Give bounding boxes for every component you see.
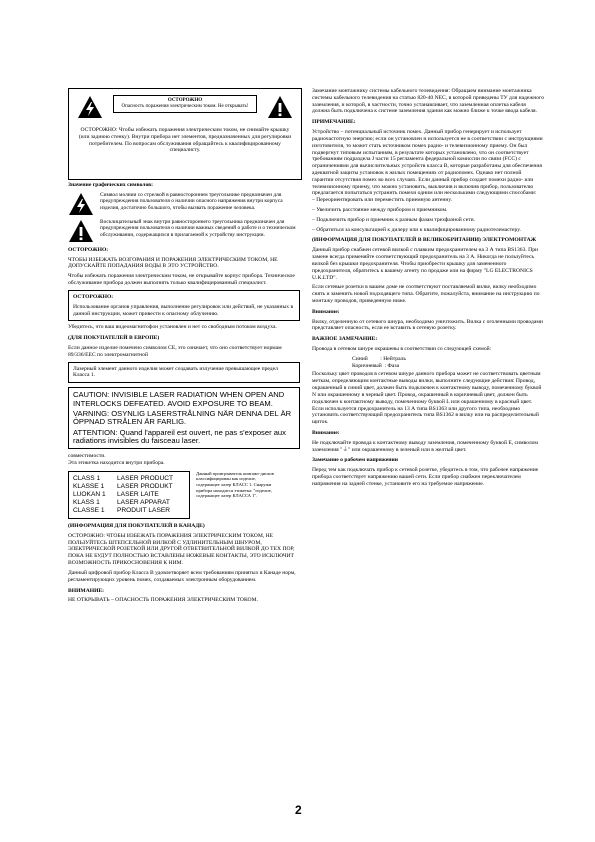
- caution-sv: VARNING: OSYNLIG LASERSTRÅLNING NÄR DENNA DEL ÄR ÖPPNAD STRÅLEN ÄR FARLIG.: [73, 408, 292, 427]
- class-row: [73, 499, 185, 507]
- exclamation-triangle-icon: [267, 95, 293, 119]
- important-text: Провода в сетевом шнуре окрашены в соответствии со следующей схемой:: [312, 346, 492, 352]
- shock-warning-text: ОСТОРОЖНО: Чтобы избежать поражения электрическим током, не снимайте крышку (или заднюю стенку). Внутри прибора нет элементов, предназначенных для регулировки потребителем. По вопросам обслуживания обращайтесь к квалифицированному специалисту.: [78, 127, 292, 154]
- eu-title: (ДЛЯ ПОКУПАТЕЛЕЙ В ЕВРОПЕ): [68, 335, 160, 342]
- warning1-title: ОСТОРОЖНО:: [68, 246, 109, 253]
- uk-title: (ИНФОРМАЦИЯ ДЛЯ ПОКУПАТЕЛЕЙ В ВЕЛИКОБРИТАНИИ) ЭЛЕКТРОМОНТАЖ: [312, 237, 537, 244]
- warning2-text: Использование органов управления, выполнение регулировок или действий, не указанных в данной инструкции, может привести к опасному облучению.: [73, 303, 294, 317]
- lightning-triangle-icon: [77, 95, 103, 119]
- wire-brown: Коричневый : Фаза: [352, 362, 400, 369]
- canada-title: (ИНФОРМАЦИЯ ДЛЯ ПОКУПАТЕЛЕЙ В КАНАДЕ): [68, 523, 205, 530]
- class-row: [73, 491, 185, 499]
- shock-label: [113, 95, 257, 113]
- attention-text: НЕ ОТКРЫВАТЬ – ОПАСНОСТЬ ПОРАЖЕНИЯ ЭЛЕКТРИЧЕСКИМ ТОКОМ.: [68, 597, 258, 604]
- canada-text2: Данный цифровой прибор Класса В удовлетворяет всем требованиям принятых в Канаде норм, регламентирующих уровень помех, создаваемых электронным оборудованием.: [68, 569, 296, 583]
- class-desc: LASER APPARAT: [117, 498, 170, 506]
- class-desc: LASER PRODUCT: [117, 474, 174, 482]
- important-title: ВАЖНОЕ ЗАМЕЧАНИЕ:: [312, 336, 378, 343]
- class-code: KLASSE 1: [73, 482, 105, 490]
- symbol-lightning-text: Символ молнии со стрелкой в равностороннем треугольнике предназначен для предупреждения пользователя о наличии опасного напряжения внутри корпуса изделия, достаточно большого, чтобы вызвать поражение человека.: [100, 191, 283, 211]
- list-item: – Обратиться за консультацией к дилеру или к квалифицированному радиотелемастеру.: [312, 226, 521, 233]
- voltage-text: Перед тем как подключать прибор к сетевой розетке, убедитесь в том, что рабочее напряжение прибора соответствует напряжению вашей сети. Если прибор снабжен переключателем напряжения на задней стенке, установите его на требуемое напряжение.: [312, 467, 539, 487]
- voltage-title: Замечание о рабочем напряжении: [312, 457, 398, 464]
- note-text: Устройство – потенциальный источник помех. Данный прибор генерирует и использует радиочастотную энергию; если он установлен и используется не в соответствии с инструкциями изготовителя, то может стать источником помех радио- и телевизионному приему. Он был подвергнут типовым испытаниям, в результате которых установлено, что он соответствует требованиям подраздела J части 15 регламента федеральной комиссии по связи (FCC) с ограничениями для вычислительных устройств класса В, которые разработаны для обеспечения адекватной защиты установок в жилых помещениях от радиопомех. Однако нет полной гарантии отсутствия помех во всех случаях. Если данный прибор создает помехи радио- или телевизионному приему, что можно установить, выключив и включив прибор, пользователю предлагается попытаться устранить помехи одним или несколькими следующими способами:: [312, 129, 543, 197]
- symbol-item: [68, 192, 300, 216]
- class-row: [73, 483, 185, 491]
- symbols-title: Значение графических символов:: [68, 182, 153, 188]
- symbol-exclamation-text: Восклицательный знак внутри равностороннего треугольника предназначен для предупреждения пользователя о наличии важных сведений о работе и о техническом обслуживании, содержащихся в прилагаемой к устройству инструкции.: [100, 218, 296, 238]
- shock-warning-box: [68, 88, 302, 180]
- laser-class-label: [68, 471, 190, 519]
- class-desc: LASER LAITE: [117, 490, 159, 498]
- wire-blue: Синий : Нейтраль: [352, 355, 406, 362]
- list-item: – Переориентировать или переместить приемную антенну.: [312, 197, 453, 204]
- attention-title: ВНИМАНИЕ:: [68, 587, 105, 594]
- cable-tv-note: Замечание монтажнику системы кабельного телевидения: Обращаем внимание монтажника системы кабельного телевидения на статью 820-40 NEC, в которой приведены ТУ для надежного заземления, и которой, в частности, точно устанавливает, что заземленная оплетка кабеля должна быть подключена к системе заземления здания как можно ближе к точке ввода кабеля.: [312, 88, 544, 115]
- wire-text: Поскольку цвет проводов в сетевом шнуре данного прибора может не соответствовать цветным меткам, определяющим контактные выводы вилки, выполните следующие действия: Провод, окрашенный в синий цвет, должен быть подключен к контактному выводу, помеченному буквой N или окрашенному в черный цвет. Провод, окрашенный в коричневый цвет, должен быть подключен к контактному выводу, помеченному буквой L или окрашенному в красный цвет. Если используется предохранитель на 13 А типа BS1363 или другого типа, необходимо установить соответствующий предохранитель типа BS1362 в вилку или на распределительный щиток.: [312, 371, 542, 426]
- warning2-box: [68, 290, 300, 321]
- class-code: KLASS 1: [73, 498, 100, 506]
- warning2-title: ОСТОРОЖНО:: [73, 293, 114, 300]
- laser-class-section: [68, 471, 300, 519]
- list-item: – Подключить прибор и приемник к разным фазам трехфазной сети.: [312, 216, 476, 223]
- class-code: CLASSE 1: [73, 507, 105, 514]
- uk-text2: Если сетевые розетки в вашем доме не соответствуют поставляемой вилке, вилку необходимо снять и заменить новой подходящего типа. Обратите, пожалуйста, внимание на инструкцию по монтажу проводов, приведенную ниже.: [312, 284, 540, 304]
- symbols-section: [68, 182, 300, 607]
- warning2-after: Убедитесь, что ваш видеомагнитофон установлен и нет со свободным потоком воздуха.: [68, 324, 277, 331]
- eu-text: Если данное изделие помечено символом CE, это означает, что оно соответствует нормам 89/336/EEC по электромагнитной: [68, 344, 282, 358]
- attention2-title: Внимание:: [312, 429, 340, 436]
- shock-label-title: ОСТОРОЖНО: [167, 98, 203, 103]
- class-code: LUOKAN 1: [73, 490, 106, 498]
- compat-text: совместимости.: [68, 453, 106, 460]
- laser-caution-label: [68, 387, 300, 449]
- class-desc: PRODUIT LASER: [117, 507, 171, 514]
- symbol-item: [68, 219, 300, 243]
- attention2-text: Не подключайте провода к контактному выводу заземления, помеченному буквой E, символом заземления "⏚" или окрашенному в зеленый или в желтый цвет.: [312, 439, 538, 453]
- warning1-text2: Чтобы избежать поражения электрическим током, не открывайте корпус прибора. Техническое обслуживание прибора должен выполнять только квалифицированный специалист.: [68, 273, 295, 287]
- right-column: [312, 88, 544, 491]
- page-number: 2: [295, 803, 302, 817]
- laser-note-box: [68, 362, 300, 384]
- class-desc: LASER PRODUKT: [117, 482, 173, 490]
- lightning-triangle-icon: [68, 192, 94, 216]
- caution-fr: ATTENTION: Quand l'appareil est ouvert, ne pas s'exposer aux radiations invisibles du faisceau laser.: [73, 427, 286, 445]
- canada-text: ОСТОРОЖНО: ЧТОБЫ ИЗБЕЖАТЬ ПОРАЖЕНИЯ ЭЛЕКТРИЧЕСКИМ ТОКОМ, НЕ ПОЛЬЗУЙТЕСЬ ШТЕПСЕЛЬНОЙ ВИЛКОЙ С УДЛИНИТЕЛЬНЫМ ШНУРОМ, ЭЛЕКТРИЧЕСКОЙ РОЗЕТКОЙ ИЛИ ДРУГОЙ ОТВЕТВИТЕЛЬНОЙ ВИЛКОЙ ДО ТЕХ ПОР, ПОКА НЕ БУДУТ ПОЛНОСТЬЮ ВСТАВЛЕНЫ НОЖЕВЫЕ КОНТАКТЫ, ЭТО ИСКЛЮЧИТ ВОЗМОЖНОСТЬ ПРИКОСНОВЕНИЯ К НИМ.: [68, 532, 295, 567]
- attention1-title: Внимание:: [312, 308, 340, 315]
- label-inside-text: Эта этикетка находится внутри прибора.: [68, 460, 165, 467]
- attention1-text: Вилку, отделенную от сетевого шнура, необходимо уничтожить. Вилка с оголенными проводами представляет опасность, если ее вставить в сетевую розетку.: [312, 318, 543, 332]
- laser-note: Лазерный элемент данного изделия может создавать излучение превышающее предел Класса 1.: [73, 365, 278, 379]
- class-code: CLASS 1: [73, 474, 101, 482]
- list-item: – Увеличить расстояние между прибором и приемником.: [312, 207, 448, 213]
- class-row: [73, 507, 185, 515]
- shock-label-text: Опасность поражения электрическим током. Не открывать!: [121, 104, 249, 110]
- class-row: [73, 475, 185, 483]
- exclamation-triangle-icon: [68, 219, 94, 243]
- warning1-text: ЧТОБЫ ИЗБЕЖАТЬ ВОЗГОРАНИЯ И ПОРАЖЕНИЯ ЭЛЕКТРИЧЕСКИМ ТОКОМ, НЕ ДОПУСКАЙТЕ ПОПАДАНИЯ ВОДЫ В ЭТО УСТРОЙСТВО.: [68, 256, 278, 270]
- uk-text: Данный прибор снабжен сетевой вилкой с плавким предохранителем на 3 А типа BS1363. При замене всегда применяйте соответствующий предохранитель на 3 А. Никогда не пользуйтесь вилкой без крышки предохранителя. Чтобы приобрести крышку для замененного предохранителя, обратитесь к вашему агенту по продаже или на фирму "LG ELECTRONICS U.K.LTD".: [312, 247, 539, 281]
- note-title: ПРИМЕЧАНИЕ:: [312, 119, 356, 126]
- caution-en: CAUTION: INVISIBLE LASER RADIATION WHEN OPEN AND INTERLOCKS DEFEATED. AVOID EXPOSURE TO BEAM.: [73, 390, 285, 408]
- class-side-text: Данный проигрыватель компакт-дисков классифицирован как изделие, содержащее лазер КЛАСС 1. Снаружи прибора находится этикетка: "изделие, содержащее лазер КЛАССА 1".: [196, 470, 274, 499]
